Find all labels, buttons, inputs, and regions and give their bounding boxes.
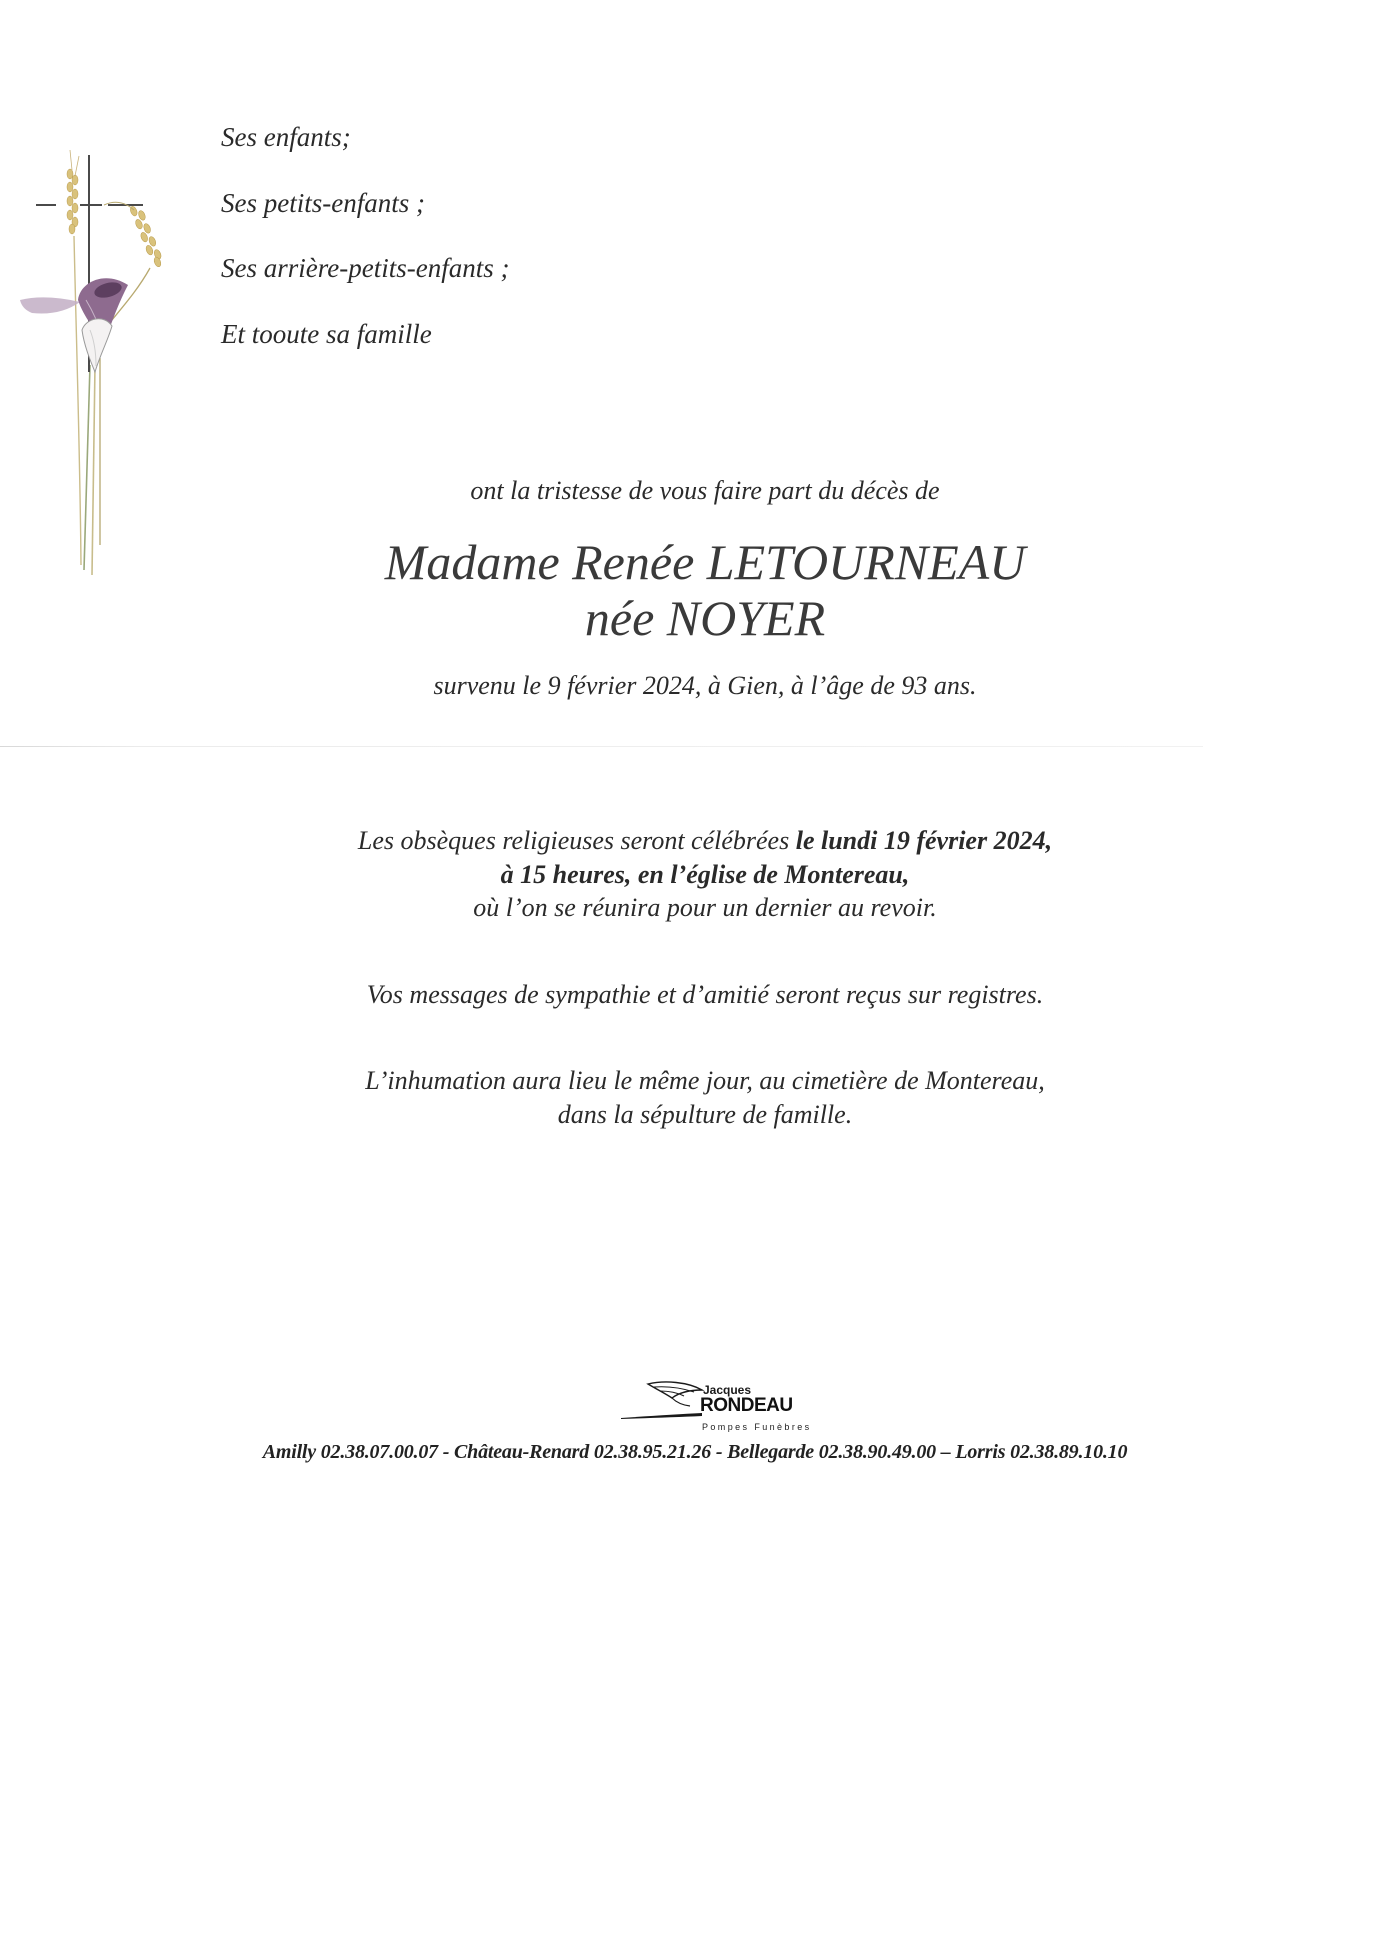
logo-brand-name: RONDEAU: [700, 1395, 793, 1416]
agency-phone-numbers: Amilly 02.38.07.00.07 - Château-Renard 02.38.95.21.26 - Bellegarde 02.38.90.49.00 – Lorris 02.38.89.10.10: [262, 1441, 1128, 1463]
family-line-grandchildren: Ses petits-enfants ;: [221, 188, 425, 218]
burial-line-1: L’inhumation aura lieu le même jour, au cimetière de Montereau,: [365, 1066, 1045, 1095]
family-line-children: Ses enfants;: [221, 122, 351, 152]
family-line-whole-family: Et tooute sa famille: [221, 319, 432, 349]
ceremony-intro: Les obsèques religieuses seront célébrées: [357, 826, 796, 855]
funeral-home-logo: [620, 1378, 812, 1442]
ceremony-line-1: [205, 826, 1205, 856]
death-details: survenu le 9 février 2024, à Gien, à l’âge de 93 ans.: [433, 671, 977, 700]
deceased-name: Madame Renée LETOURNEAU: [384, 534, 1026, 590]
family-line-great-grandchildren: Ses arrière-petits-enfants ;: [221, 253, 510, 283]
condolence-registers: Vos messages de sympathie et d’amitié seront reçus sur registres.: [366, 980, 1044, 1009]
fold-divider: [0, 746, 1203, 747]
burial-line-2: dans la sépulture de famille.: [557, 1100, 853, 1129]
announcement-intro: ont la tristesse de vous faire part du décès de: [470, 476, 940, 505]
logo-tagline: Pompes Funèbres: [702, 1422, 812, 1432]
deceased-maiden-name: née NOYER: [584, 590, 826, 646]
cross-calla-lily-wheat-icon: [0, 0, 200, 600]
logo-small-text: Jacques: [703, 1383, 752, 1397]
ceremony-gathering: où l’on se réunira pour un dernier au revoir.: [473, 893, 937, 922]
ceremony-time-place: à 15 heures, en l’église de Montereau,: [500, 860, 910, 889]
ceremony-date: le lundi 19 février 2024,: [795, 826, 1053, 855]
